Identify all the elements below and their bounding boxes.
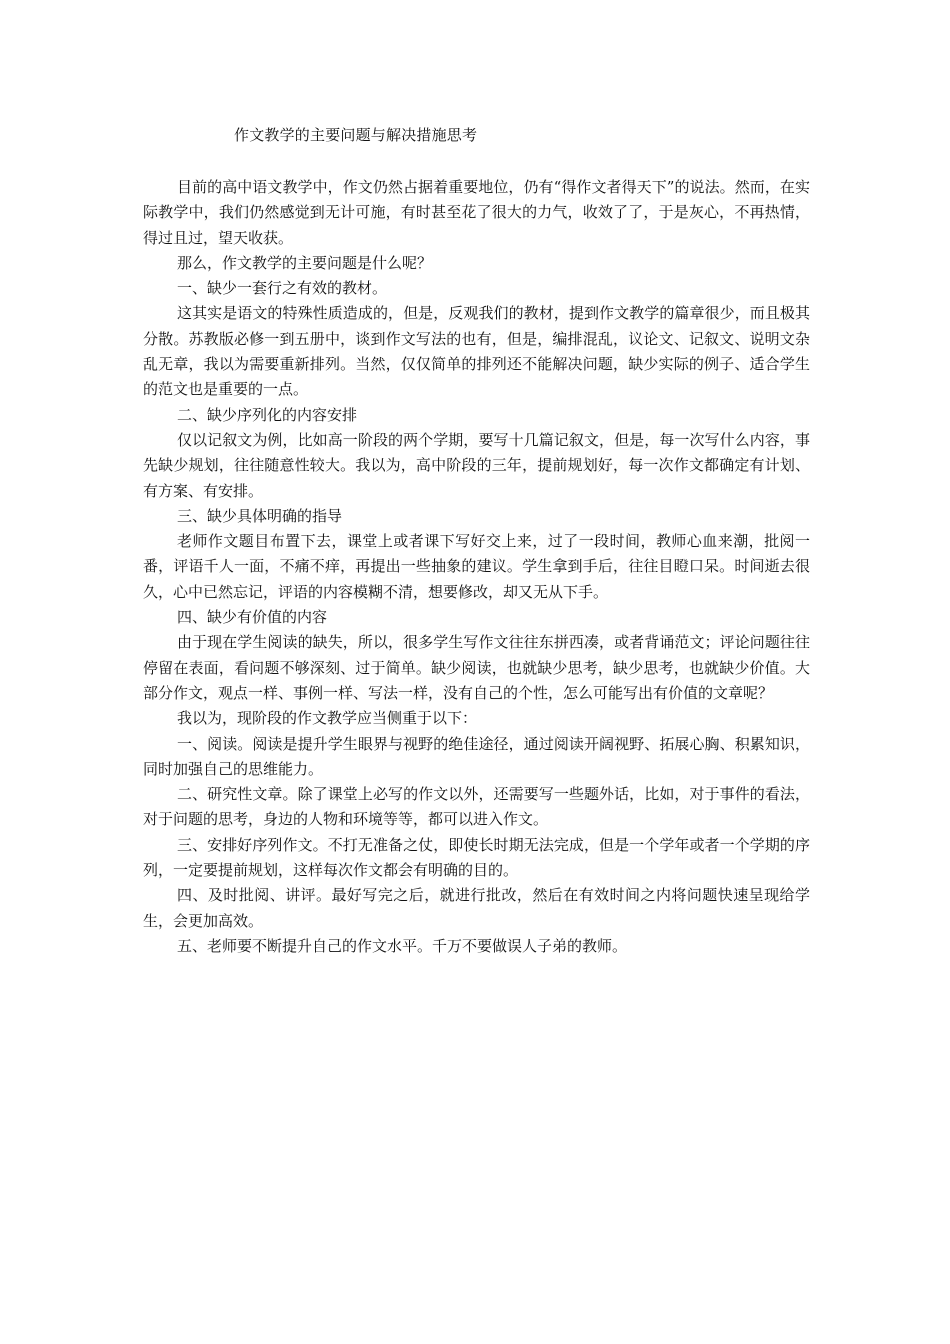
heading-problem-3: 三、缺少具体明确的指导 <box>177 506 343 525</box>
paragraph-solution-3: 三、安排好序列作文。不打无准备之仗，即使长时期无法完成，但是一个学年或者一个学期的序列，一定要提前规划，这样每次作文都会有明确的目的。 <box>143 835 810 880</box>
heading-problem-1: 一、缺少一套行之有效的教材。 <box>177 279 388 298</box>
document-body <box>143 175 810 959</box>
paragraph-problem-3: 老师作文题目布置下去，课堂上或者课下写好交上来，过了一段时间，教师心血来潮，批阅一番，评语千人一面，不痛不痒，再提出一些抽象的建议。学生拿到手后，往往目瞪口呆。时间逝去很久，心中已然忘记，评语的内容模糊不清，想要修改，却又无从下手。 <box>143 532 810 601</box>
paragraph-question: 那么，作文教学的主要问题是什么呢？ <box>177 253 433 272</box>
document-title: 作文教学的主要问题与解决措施思考 <box>234 126 478 144</box>
paragraph-intro: 目前的高中语文教学中，作文仍然占据着重要地位，仍有“得作文者得天下”的说法。然而，在实际教学中，我们仍然感觉到无计可施，有时甚至花了很大的力气，收效了了，于是灰心，不再热情，得过且过，望天收获。 <box>143 178 810 247</box>
heading-problem-2: 二、缺少序列化的内容安排 <box>177 405 358 424</box>
paragraph-solution-2: 二、研究性文章。除了课堂上必写的作文以外，还需要写一些题外话，比如，对于事件的看法，对于问题的思考，身边的人物和环境等等，都可以进入作文。 <box>143 785 810 829</box>
paragraph-solution-5: 五、老师要不断提升自己的作文水平。千万不要做误人子弟的教师。 <box>177 936 628 955</box>
paragraph-solution-4: 四、及时批阅、讲评。最好写完之后，就进行批改，然后在有效时间之内将问题快速呈现给学生，会更加高效。 <box>143 886 810 930</box>
heading-problem-4: 四、缺少有价值的内容 <box>177 608 328 627</box>
paragraph-problem-2: 仅以记叙文为例，比如高一阶段的两个学期，要写十几篇记叙文，但是，每一次写什么内容，事先缺少规划，往往随意性较大。我以为，高中阶段的三年，提前规划好，每一次作文都确定有计划、有方案、有安排。 <box>143 430 810 500</box>
paragraph-problem-4: 由于现在学生阅读的缺失，所以，很多学生写作文往往东拼西凑，或者背诵范文；评论问题往往停留在表面，看问题不够深刻、过于简单。缺少阅读，也就缺少思考，缺少思考，也就缺少价值。大部分作文，观点一样、事例一样、写法一样，没有自己的个性，怎么可能写出有价值的文章呢？ <box>143 633 810 702</box>
paragraph-solution-1: 一、阅读。阅读是提升学生眼界与视野的绝佳途径，通过阅读开阔视野、拓展心胸、积累知识，同时加强自己的思维能力。 <box>143 734 810 778</box>
paragraph-solutions-intro: 我以为，现阶段的作文教学应当侧重于以下： <box>177 709 478 728</box>
paragraph-problem-1: 这其实是语文的特殊性质造成的，但是，反观我们的教材，提到作文教学的篇章很少，而且极其分散。苏教版必修一到五册中，谈到作文写法的也有，但是，编排混乱，议论文、记叙文、说明文杂乱无章，我以为需要重新排列。当然，仅仅简单的排列还不能解决问题，缺少实际的例子、适合学生的范文也是重要的一点。 <box>143 304 810 399</box>
